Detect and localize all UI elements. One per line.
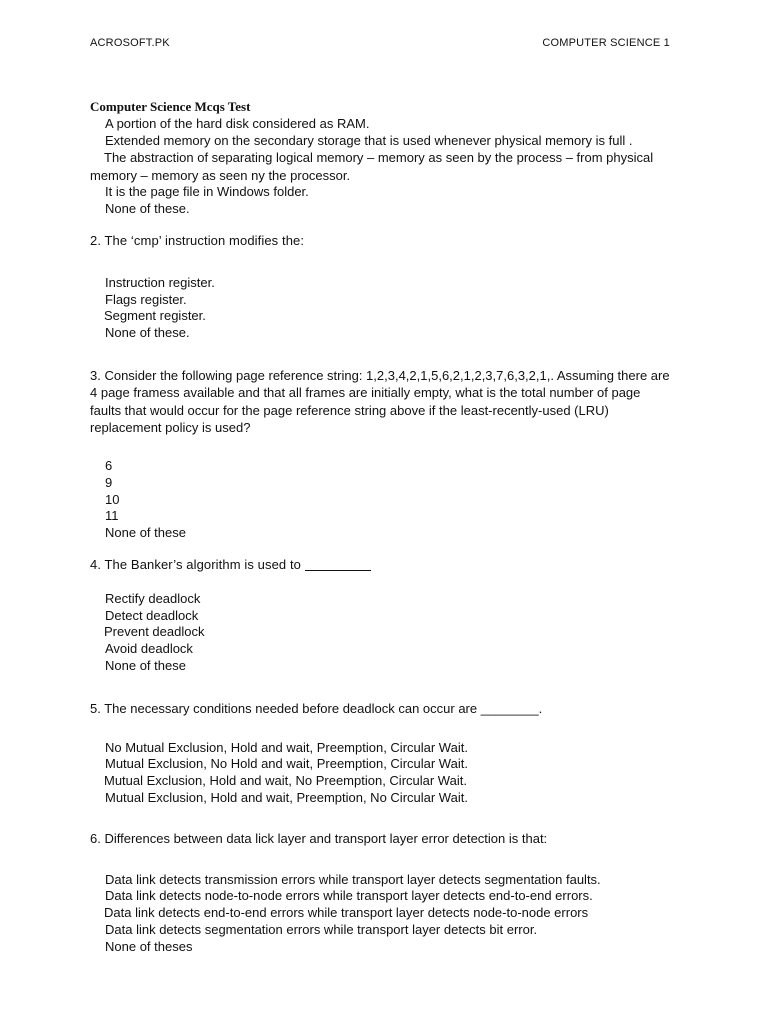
q3-option-1: 6	[105, 457, 113, 473]
q1-option-4: It is the page file in Windows folder.	[105, 184, 309, 200]
q6-option-3: Data link detects end-to-end errors while transport layer detects node-to-node errors	[104, 905, 589, 921]
q3-option-2: 9	[105, 474, 113, 490]
q1-option-2: Extended memory on the secondary storage that is used whenever physical memory is full .	[105, 132, 633, 148]
q5-option-1: No Mutual Exclusion, Hold and wait, Preemption, Circular Wait.	[105, 739, 468, 755]
question-1-options	[90, 116, 670, 218]
q5-option-3: Mutual Exclusion, Hold and wait, No Preemption, Circular Wait.	[104, 773, 467, 789]
q4-option-1: Rectify deadlock	[105, 590, 201, 606]
q3-option-5: None of these	[105, 525, 186, 541]
document-body	[90, 99, 670, 956]
q2-option-2: Flags register.	[105, 291, 187, 307]
question-5: 5. The necessary conditions needed before deadlock can occur are ________.	[90, 700, 543, 716]
question-3-options	[90, 458, 670, 542]
q3-option-3: 10	[105, 491, 120, 507]
question-4: 4. The Banker’s algorithm is used to	[90, 557, 670, 574]
q2-option-4: None of these.	[105, 325, 190, 341]
question-6: 6. Differences between data lick layer and transport layer error detection is that:	[90, 830, 548, 846]
q5-option-4: Mutual Exclusion, Hold and wait, Preemption, No Circular Wait.	[105, 789, 468, 805]
q4-option-5: None of these	[105, 657, 186, 673]
question-4-options	[90, 591, 670, 675]
q2-option-3: Segment register.	[104, 308, 206, 324]
question-2-options	[90, 275, 670, 342]
q6-option-2: Data link detects node-to-node errors while transport layer detects end-to-end errors.	[105, 888, 593, 904]
question-5-options	[90, 740, 670, 807]
question-6-options	[90, 872, 670, 956]
q2-option-1: Instruction register.	[105, 274, 215, 290]
q4-option-3: Prevent deadlock	[104, 624, 205, 640]
header-site-name: ACROSOFT.PK	[90, 37, 170, 49]
page-title: Computer Science Mcqs Test	[90, 99, 251, 114]
q4-option-4: Avoid deadlock	[105, 641, 193, 657]
header-section-title: COMPUTER SCIENCE 1	[542, 37, 670, 49]
q4-option-2: Detect deadlock	[105, 607, 199, 623]
q3-option-4: 11	[105, 508, 119, 524]
q6-option-1: Data link detects transmission errors while transport layer detects segmentation faults.	[105, 871, 601, 887]
question-3: 3. Consider the following page reference string: 1,2,3,4,2,1,5,6,2,1,2,3,7,6,3,2,1,. Assuming there are 4 page framess available and that all frames are initially empty, what is the total number of page faults that would occur for the page reference string above if the least-recently-used (LRU) replacement policy is used?	[90, 367, 670, 436]
q5-option-2: Mutual Exclusion, No Hold and wait, Preemption, Circular Wait.	[105, 756, 468, 772]
q1-option-1: A portion of the hard disk considered as RAM.	[105, 115, 370, 131]
q6-option-5: None of theses	[105, 938, 193, 954]
question-2: 2. The ‘cmp’ instruction modifies the:	[90, 232, 305, 248]
q1-option-5: None of these.	[105, 201, 190, 217]
answer-blank	[305, 558, 371, 571]
q1-option-3: The abstraction of separating logical memory – memory as seen by the process – from physical memory – memory as seen ny the processor.	[90, 150, 654, 183]
q6-option-4: Data link detects segmentation errors while transport layer detects bit error.	[105, 921, 538, 937]
